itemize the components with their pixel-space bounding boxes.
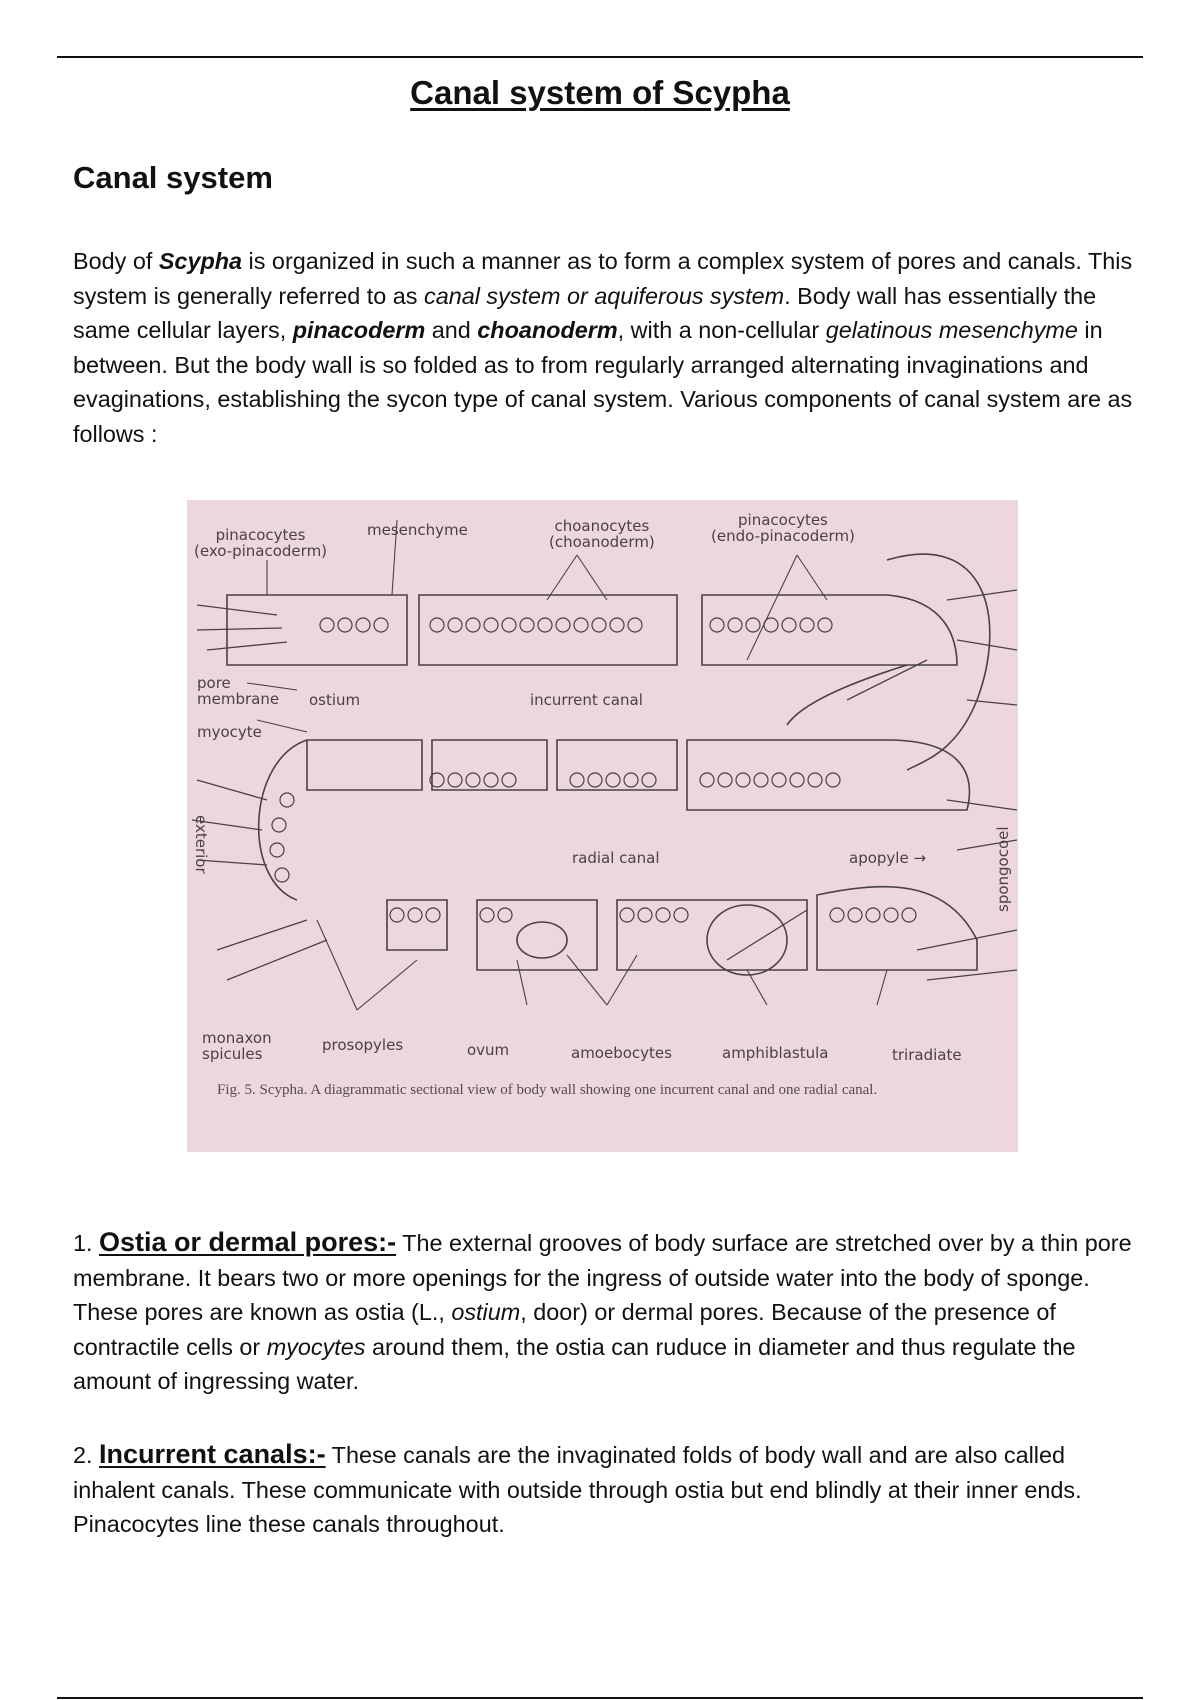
canal-curve [787, 665, 907, 725]
incurrent-number: 2. [73, 1442, 93, 1468]
label-spongocoel: spongocoel [994, 826, 1012, 912]
wall-segment [617, 900, 807, 970]
ostia-text-2: , door) or dermal pores. Because of the presence of contractile cells or [73, 1299, 1056, 1360]
intro-text-1: Body of [73, 248, 159, 274]
figure-diagram [187, 500, 1018, 1080]
intro-paragraph [73, 244, 1133, 452]
intro-pinacoderm: pinacoderm [292, 317, 426, 344]
ostia-paragraph [73, 1225, 1133, 1399]
label-triradiate: triradiate [892, 1046, 962, 1064]
label-pinacocytes-exo: pinacocytes (exo-pinacoderm) [194, 526, 328, 560]
label-choanocytes: choanocytes (choanoderm) [549, 517, 655, 551]
intro-text-3: . Body wall has essentially the same cellular layers, [73, 282, 1097, 344]
wall-segment [419, 595, 677, 665]
label-monaxon-spicules: monaxon spicules [202, 1029, 272, 1063]
incurrent-text-1: These canals are the invaginated folds of body wall and are also called inhalent canals. These communicate with outside through ostia but end blindly at their inner ends. Pinacocytes line these canals throughout. [73, 1442, 1082, 1538]
wall-segment [432, 740, 547, 790]
label-radial-canal: radial canal [572, 849, 660, 867]
wall-segment [307, 740, 422, 790]
ostia-title: Ostia or dermal pores:- [99, 1227, 397, 1257]
ostia-number: 1. [73, 1230, 93, 1256]
wall-segment [477, 900, 597, 970]
ostia-text-3: around them, the ostia can ruduce in diameter and thus regulate the amount of ingressing water. [73, 1333, 1076, 1395]
intro-text-6: in between. But the body wall is so folded as to from regularly arranged alternating invaginations and evaginations, establishing the sycon type of canal system. Various components of canal system are as follows : [73, 317, 1133, 447]
ostia-text-1: The external grooves of body surface are stretched over by a thin pore membrane. It bears two or more openings for the ingress of outside water into the body of sponge. These pores are known as ostia (L., [73, 1230, 1132, 1326]
incurrent-paragraph [73, 1437, 1133, 1542]
label-prosopyles: prosopyles [322, 1036, 404, 1054]
wall-segment [227, 595, 407, 665]
bottom-rule [57, 1697, 1143, 1699]
scypha-figure [187, 500, 1018, 1152]
label-pinacocytes-endo: pinacocytes (endo-pinacoderm) [711, 511, 855, 545]
label-myocyte: myocyte [197, 723, 262, 741]
intro-text-2: is organized in such a manner as to form a complex system of pores and canals. This system is generally referred to as [73, 248, 1133, 309]
wall-segment [817, 887, 977, 970]
intro-mesenchyme: gelatinous mesenchyme [825, 317, 1078, 344]
outer-curve [887, 554, 990, 770]
label-apopyle: apopyle → [849, 849, 927, 867]
label-ostium: ostium [309, 691, 361, 709]
ovum-body [517, 922, 567, 958]
label-amphiblastula: amphiblastula [722, 1044, 829, 1062]
ostia-myocytes: myocytes [266, 1333, 366, 1360]
intro-text-4: and [425, 317, 478, 344]
intro-text-5: , with a non-cellular [617, 317, 826, 344]
top-rule [57, 56, 1143, 58]
label-incurrent-canal: incurrent canal [530, 691, 643, 709]
left-curve [259, 740, 307, 900]
section-heading: Canal system [73, 160, 273, 195]
figure-caption: Fig. 5. Scypha. A diagrammatic sectional view of body wall showing one incurrent canal and one radial canal. [217, 1082, 878, 1098]
label-amoebocytes: amoebocytes [571, 1044, 672, 1062]
incurrent-title: Incurrent canals:- [99, 1439, 326, 1469]
ostia-ostium: ostium [451, 1299, 521, 1326]
intro-canal-term: canal system or aquiferous system [424, 282, 785, 309]
intro-scypha: Scypha [158, 248, 243, 274]
label-ovum: ovum [467, 1041, 510, 1059]
label-exterior: exterior [192, 815, 210, 874]
label-mesenchyme: mesenchyme [367, 521, 468, 539]
amphiblastula-body [707, 905, 787, 975]
page-title: Canal system of Scypha [410, 74, 790, 111]
intro-choanoderm: choanoderm [477, 317, 618, 344]
wall-segment [557, 740, 677, 790]
label-pore-membrane: pore membrane [197, 674, 280, 708]
